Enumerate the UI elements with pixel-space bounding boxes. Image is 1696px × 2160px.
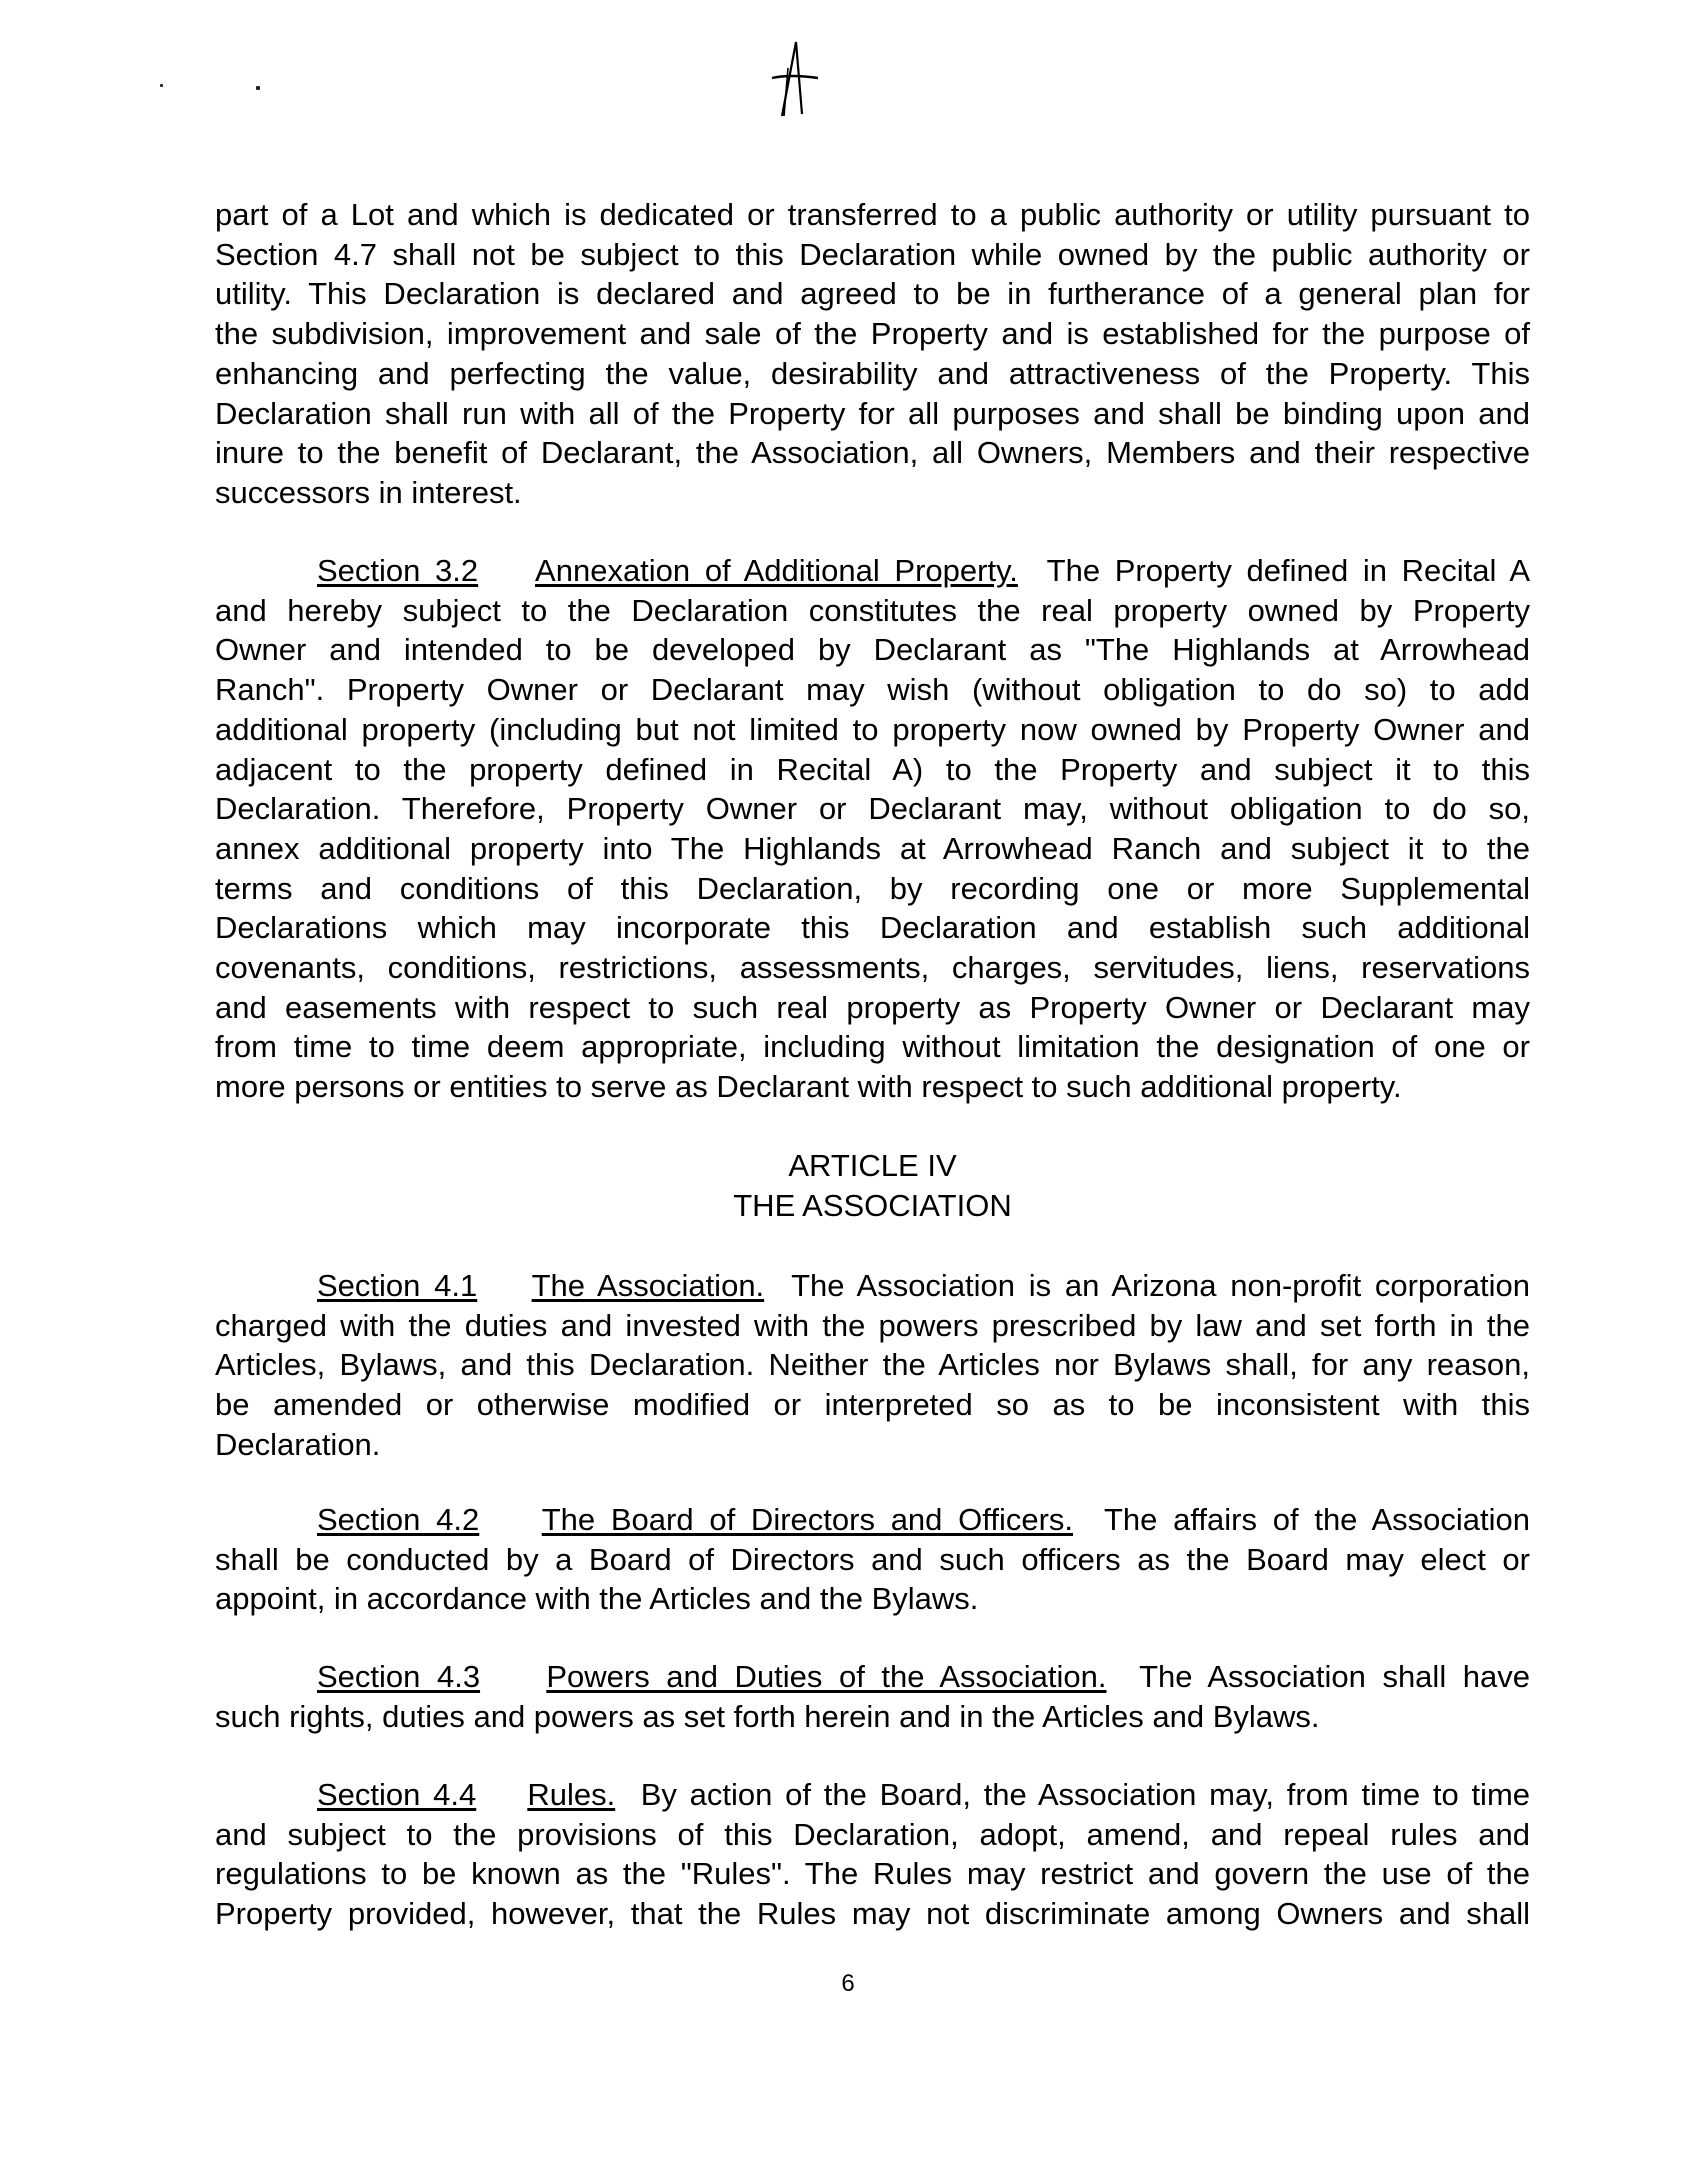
page-number: 6 — [841, 1970, 855, 1997]
text-line: be amended or otherwise modified or interpreted so as to be inconsistent with this — [215, 1387, 1530, 1423]
handwritten-mark — [770, 38, 820, 118]
section-title: Powers and Duties of the Association. — [546, 1659, 1107, 1694]
text-line: appoint, in accordance with the Articles and the Bylaws. — [215, 1581, 979, 1617]
article-number: ARTICLE IV — [788, 1148, 957, 1183]
section-4-1 — [215, 1266, 1530, 1465]
text-line: terms and conditions of this Declaration, by recording one or more Supplemental — [215, 870, 1530, 906]
text-line: and subject to the provisions of this Declaration, adopt, amend, and repeal rules and — [215, 1816, 1530, 1852]
scan-speck — [256, 86, 260, 90]
text-line: Section 4.7 shall not be subject to this Declaration while owned by the public authority or — [215, 236, 1530, 272]
text-line: adjacent to the property defined in Recital A) to the Property and subject it to this — [215, 751, 1530, 787]
section-number: Section 4.2 — [317, 1502, 480, 1537]
text-line: Ranch". Property Owner or Declarant may wish (without obligation to do so) to add — [215, 672, 1530, 708]
text-line: Declaration. — [215, 1426, 381, 1462]
section-first-line — [215, 1775, 1530, 1815]
text-line: more persons or entities to serve as Declarant with respect to such additional property. — [215, 1069, 1402, 1105]
text-line: and hereby subject to the Declaration constitutes the real property owned by Property — [215, 592, 1530, 628]
text-line: successors in interest. — [215, 474, 522, 510]
text-line: utility. This Declaration is declared and agreed to be in furtherance of a general plan for — [215, 276, 1530, 312]
section-number: Section 4.3 — [317, 1659, 481, 1694]
text-line: part of a Lot and which is dedicated or transferred to a public authority or utility pursuant to — [215, 197, 1530, 232]
section-3-2 — [215, 551, 1530, 1107]
intro-paragraph — [215, 195, 1530, 513]
text-line: Declaration shall run with all of the Property for all purposes and shall be binding upon and — [215, 395, 1530, 431]
section-title: The Association. — [531, 1268, 765, 1303]
text-line: Owner and intended to be developed by Declarant as "The Highlands at Arrowhead — [215, 632, 1530, 668]
section-text: By action of the Board, the Association may, from time to time — [640, 1777, 1531, 1812]
section-title: Rules. — [527, 1777, 616, 1812]
section-number: Section 4.1 — [317, 1268, 478, 1303]
section-title: Annexation of Additional Property. — [535, 553, 1018, 588]
text-line: additional property (including but not limited to property now owned by Property Owner and — [215, 711, 1530, 747]
section-text: The Association shall have — [1139, 1659, 1530, 1694]
section-first-line — [215, 551, 1530, 591]
text-line: Property provided, however, that the Rules may not discriminate among Owners and shall — [215, 1896, 1530, 1932]
text-line: from time to time deem appropriate, including without limitation the designation of one or — [215, 1029, 1530, 1065]
text-line: the subdivision, improvement and sale of the Property and is established for the purpose of — [215, 316, 1530, 352]
text-line: such rights, duties and powers as set forth herein and in the Articles and Bylaws. — [215, 1698, 1320, 1734]
text-line: charged with the duties and invested with the powers prescribed by law and set forth in the — [215, 1307, 1530, 1343]
text-line: annex additional property into The Highlands at Arrowhead Ranch and subject it to the — [215, 830, 1530, 866]
section-4-3 — [215, 1657, 1530, 1736]
section-first-line — [215, 1657, 1530, 1697]
text-line: Declarations which may incorporate this Declaration and establish such additional — [215, 910, 1530, 946]
section-number: Section 3.2 — [317, 553, 479, 588]
text-line: inure to the benefit of Declarant, the Association, all Owners, Members and their respective — [215, 435, 1530, 471]
section-4-2 — [215, 1500, 1530, 1619]
article-title: THE ASSOCIATION — [733, 1187, 1012, 1223]
section-text: The Association is an Arizona non-profit corporation — [791, 1268, 1530, 1303]
text-line: regulations to be known as the "Rules". The Rules may restrict and govern the use of the — [215, 1856, 1530, 1892]
article-heading — [215, 1146, 1530, 1225]
text-line: and easements with respect to such real property as Property Owner or Declarant may — [215, 989, 1530, 1025]
section-first-line — [215, 1500, 1530, 1540]
section-first-line — [215, 1266, 1530, 1306]
text-line: covenants, conditions, restrictions, assessments, charges, servitudes, liens, reservations — [215, 950, 1530, 986]
text-line: shall be conducted by a Board of Directors and such officers as the Board may elect or — [215, 1541, 1530, 1577]
text-line: enhancing and perfecting the value, desirability and attractiveness of the Property. This — [215, 355, 1530, 391]
section-title: The Board of Directors and Officers. — [541, 1502, 1074, 1537]
text-line: Articles, Bylaws, and this Declaration. Neither the Articles nor Bylaws shall, for any reason, — [215, 1347, 1530, 1383]
scan-speck — [160, 84, 163, 87]
text-line: Declaration. Therefore, Property Owner or Declarant may, without obligation to do so, — [215, 791, 1530, 827]
section-number: Section 4.4 — [317, 1777, 477, 1812]
section-4-4 — [215, 1775, 1530, 1934]
section-text: The affairs of the Association — [1103, 1502, 1530, 1537]
section-text: The Property defined in Recital A — [1046, 553, 1531, 588]
